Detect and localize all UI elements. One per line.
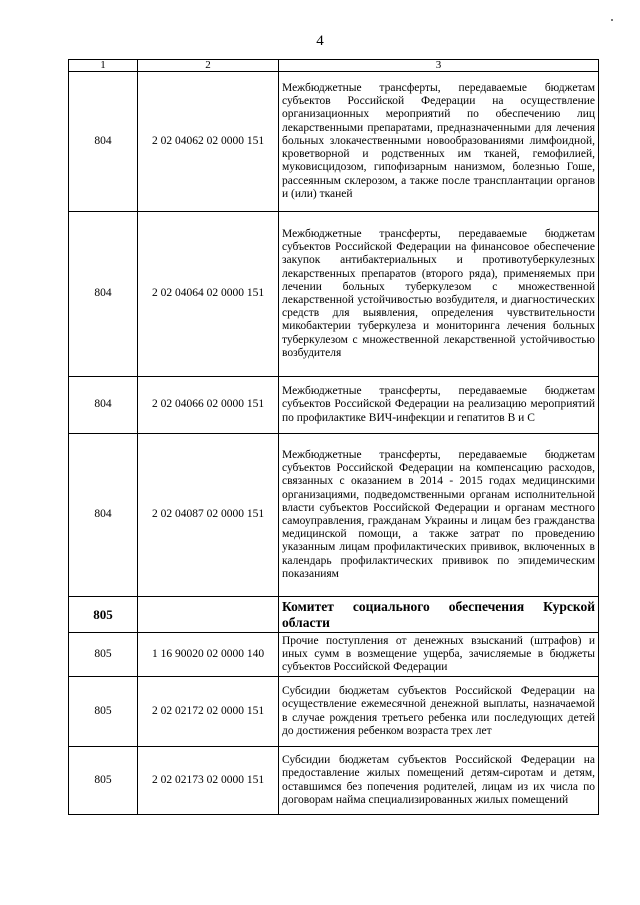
- table-row: [69, 434, 599, 597]
- table-row: [69, 747, 599, 815]
- description-cell: Субсидии бюджетам субъектов Российской Федерации на осуществление ежемесячной денежной выплаты, назначаемой в случае рождения третьего ребенка или последующих детей до достижения ребенком возраста трех лет: [279, 677, 599, 747]
- budget-code-cell: 2 02 04062 02 0000 151: [138, 72, 279, 212]
- budget-classification-table: [68, 59, 599, 815]
- page-number: 4: [316, 33, 324, 49]
- budget-code-cell: 2 02 02172 02 0000 151: [138, 677, 279, 747]
- table-row: [69, 677, 599, 747]
- description-cell: Межбюджетные трансферты, передаваемые бюджетам субъектов Российской Федерации на финансовое обеспечение закупок антибактериальных и противотуберкулезных лекарственных препаратов (второго ряда), применяемых при лечении больных туберкулезом с множественной лекарственной устойчивостью возбудителя, и диагностических средств для выявления, определения чувствительности микобактерии туберкулеза и мониторинга лечения больных туберкулезом с множественной лекарственной устойчивостью возбудителя: [279, 212, 599, 377]
- table-row: [69, 72, 599, 212]
- budget-code-cell: 2 02 04066 02 0000 151: [138, 377, 279, 434]
- description-cell: Субсидии бюджетам субъектов Российской Федерации на предоставление жилых помещений детям-сиротам и детям, оставшимся без попечения родителей, лицам из их числа по договорам найма специализированных жилых помещений: [279, 747, 599, 815]
- column-header-3: 3: [279, 60, 599, 72]
- budget-code-cell: 1 16 90020 02 0000 140: [138, 633, 279, 677]
- admin-code-cell: 805: [69, 633, 138, 677]
- admin-code-cell: 805: [69, 677, 138, 747]
- budget-code-cell: 2 02 04064 02 0000 151: [138, 212, 279, 377]
- admin-code-cell: 804: [69, 434, 138, 597]
- section-admin-code: 805: [69, 597, 138, 633]
- table-header-row: [69, 60, 599, 72]
- section-header-row: [69, 597, 599, 633]
- table-row: [69, 212, 599, 377]
- budget-code-cell: 2 02 04087 02 0000 151: [138, 434, 279, 597]
- column-header-1: 1: [69, 60, 138, 72]
- description-cell: Межбюджетные трансферты, передаваемые бюджетам субъектов Российской Федерации на осуществление организационных мероприятий по обеспечению лиц лекарственными препаратами, предназначенными для лечения больных злокачественными новообразованиями лимфоидной, кроветворной и родственных им тканей, гемофилией, муковисцидозом, гипофизарным нанизмом, болезнью Гоше, рассеянным склерозом, а также после трансплантации органов и (или) тканей: [279, 72, 599, 212]
- admin-code-cell: 804: [69, 377, 138, 434]
- budget-code-cell: 2 02 02173 02 0000 151: [138, 747, 279, 815]
- column-header-2: 2: [138, 60, 279, 72]
- description-cell: Межбюджетные трансферты, передаваемые бюджетам субъектов Российской Федерации на реализацию мероприятий по профилактике ВИЧ-инфекции и гепатитов B и C: [279, 377, 599, 434]
- section-title: Комитет социального обеспечения Курской области: [279, 597, 599, 633]
- admin-code-cell: 804: [69, 212, 138, 377]
- table-row: [69, 377, 599, 434]
- scan-speck: [611, 19, 613, 21]
- section-empty-cell: [138, 597, 279, 633]
- description-cell: Прочие поступления от денежных взысканий (штрафов) и иных сумм в возмещение ущерба, зачисляемые в бюджеты субъектов Российской Федерации: [279, 633, 599, 677]
- table-row: [69, 633, 599, 677]
- admin-code-cell: 804: [69, 72, 138, 212]
- admin-code-cell: 805: [69, 747, 138, 815]
- description-cell: Межбюджетные трансферты, передаваемые бюджетам субъектов Российской Федерации на компенсацию расходов, связанных с оказанием в 2014 - 2015 годах медицинскими организациями, подведомственными органам исполнительной власти субъектов Российской Федерации и органам местного самоуправления, гражданам Украины и лицам без гражданства медицинской помощи, а также затрат по проведению указанным лицам профилактических прививок, включенных в календарь профилактических прививок по эпидемическим показаниям: [279, 434, 599, 597]
